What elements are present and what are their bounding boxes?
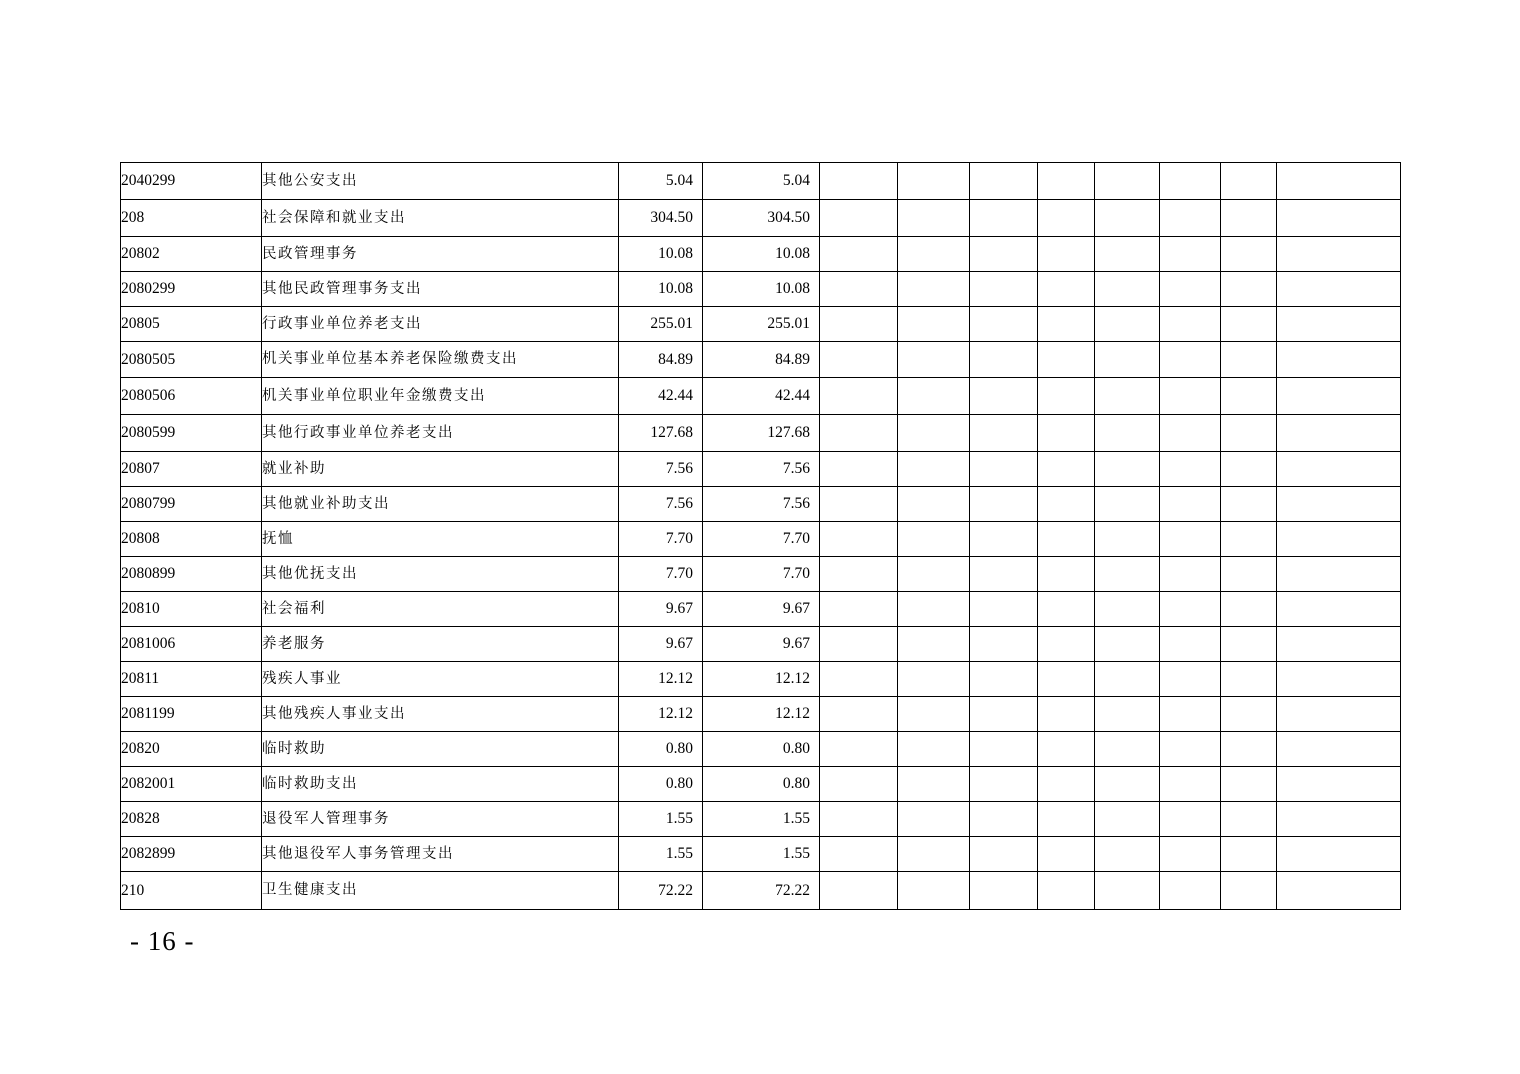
name-cell: 抚恤 [262, 522, 619, 557]
empty-cell [1277, 522, 1401, 557]
table-row [121, 452, 1401, 487]
empty-cell [1038, 557, 1095, 592]
empty-cell [970, 662, 1038, 697]
empty-cell [970, 487, 1038, 522]
empty-cell [970, 342, 1038, 378]
code-cell: 2082001 [121, 767, 262, 802]
table-row [121, 767, 1401, 802]
empty-cell [1221, 627, 1277, 662]
empty-cell [1221, 237, 1277, 272]
empty-cell [820, 837, 898, 872]
empty-cell [1221, 378, 1277, 415]
empty-cell [1277, 837, 1401, 872]
empty-cell [970, 872, 1038, 910]
empty-cell [1160, 378, 1221, 415]
empty-cell [1038, 452, 1095, 487]
amount-basic-cell: 1.55 [703, 837, 820, 872]
code-cell: 2080506 [121, 378, 262, 415]
amount-total-cell: 0.80 [619, 732, 703, 767]
name-cell: 社会保障和就业支出 [262, 200, 619, 237]
empty-cell [1221, 662, 1277, 697]
empty-cell [1038, 200, 1095, 237]
table-row [121, 200, 1401, 237]
amount-total-cell: 7.56 [619, 452, 703, 487]
amount-basic-cell: 7.70 [703, 522, 820, 557]
empty-cell [1160, 872, 1221, 910]
empty-cell [1221, 163, 1277, 200]
empty-cell [1038, 592, 1095, 627]
empty-cell [1038, 487, 1095, 522]
empty-cell [898, 487, 970, 522]
code-cell: 2080299 [121, 272, 262, 307]
name-cell: 其他就业补助支出 [262, 487, 619, 522]
amount-basic-cell: 9.67 [703, 592, 820, 627]
empty-cell [1160, 732, 1221, 767]
empty-cell [820, 522, 898, 557]
amount-total-cell: 12.12 [619, 662, 703, 697]
empty-cell [970, 592, 1038, 627]
empty-cell [1160, 662, 1221, 697]
empty-cell [1221, 592, 1277, 627]
amount-basic-cell: 84.89 [703, 342, 820, 378]
code-cell: 2080899 [121, 557, 262, 592]
empty-cell [898, 272, 970, 307]
empty-cell [1160, 837, 1221, 872]
empty-cell [820, 767, 898, 802]
table-row [121, 415, 1401, 452]
table-row [121, 662, 1401, 697]
empty-cell [1095, 627, 1160, 662]
amount-basic-cell: 5.04 [703, 163, 820, 200]
amount-total-cell: 12.12 [619, 697, 703, 732]
amount-total-cell: 7.70 [619, 557, 703, 592]
empty-cell [1095, 342, 1160, 378]
empty-cell [898, 307, 970, 342]
amount-basic-cell: 12.12 [703, 662, 820, 697]
page-number: - 16 - [130, 926, 195, 956]
empty-cell [1038, 307, 1095, 342]
name-cell: 其他残疾人事业支出 [262, 697, 619, 732]
name-cell: 退役军人管理事务 [262, 802, 619, 837]
empty-cell [898, 627, 970, 662]
name-cell: 残疾人事业 [262, 662, 619, 697]
amount-total-cell: 1.55 [619, 837, 703, 872]
empty-cell [1221, 487, 1277, 522]
table-row [121, 872, 1401, 910]
empty-cell [1160, 342, 1221, 378]
empty-cell [820, 732, 898, 767]
name-cell: 临时救助支出 [262, 767, 619, 802]
amount-basic-cell: 0.80 [703, 732, 820, 767]
empty-cell [1095, 237, 1160, 272]
amount-basic-cell: 10.08 [703, 272, 820, 307]
empty-cell [1095, 487, 1160, 522]
table-row [121, 732, 1401, 767]
empty-cell [1277, 662, 1401, 697]
empty-cell [970, 272, 1038, 307]
empty-cell [970, 307, 1038, 342]
table-row [121, 237, 1401, 272]
empty-cell [1277, 592, 1401, 627]
name-cell: 临时救助 [262, 732, 619, 767]
code-cell: 20805 [121, 307, 262, 342]
empty-cell [820, 697, 898, 732]
table-row [121, 163, 1401, 200]
amount-basic-cell: 72.22 [703, 872, 820, 910]
empty-cell [970, 163, 1038, 200]
empty-cell [1160, 163, 1221, 200]
code-cell: 2080799 [121, 487, 262, 522]
amount-basic-cell: 1.55 [703, 802, 820, 837]
amount-total-cell: 0.80 [619, 767, 703, 802]
empty-cell [970, 237, 1038, 272]
empty-cell [1221, 342, 1277, 378]
empty-cell [820, 237, 898, 272]
empty-cell [1095, 872, 1160, 910]
amount-total-cell: 5.04 [619, 163, 703, 200]
code-cell: 20808 [121, 522, 262, 557]
code-cell: 2080505 [121, 342, 262, 378]
empty-cell [1095, 557, 1160, 592]
empty-cell [1221, 732, 1277, 767]
empty-cell [820, 662, 898, 697]
amount-basic-cell: 304.50 [703, 200, 820, 237]
name-cell: 其他民政管理事务支出 [262, 272, 619, 307]
empty-cell [898, 163, 970, 200]
empty-cell [898, 200, 970, 237]
empty-cell [1277, 237, 1401, 272]
amount-total-cell: 84.89 [619, 342, 703, 378]
empty-cell [1221, 802, 1277, 837]
table-row [121, 307, 1401, 342]
empty-cell [1160, 200, 1221, 237]
empty-cell [1160, 522, 1221, 557]
empty-cell [1277, 487, 1401, 522]
empty-cell [1160, 592, 1221, 627]
amount-total-cell: 7.56 [619, 487, 703, 522]
empty-cell [1160, 237, 1221, 272]
empty-cell [1221, 522, 1277, 557]
empty-cell [898, 872, 970, 910]
empty-cell [1038, 697, 1095, 732]
name-cell: 其他退役军人事务管理支出 [262, 837, 619, 872]
table-row [121, 837, 1401, 872]
amount-total-cell: 127.68 [619, 415, 703, 452]
empty-cell [898, 592, 970, 627]
empty-cell [1038, 342, 1095, 378]
empty-cell [1095, 378, 1160, 415]
empty-cell [1038, 415, 1095, 452]
empty-cell [1221, 557, 1277, 592]
empty-cell [820, 415, 898, 452]
empty-cell [1277, 732, 1401, 767]
empty-cell [1277, 163, 1401, 200]
empty-cell [1221, 767, 1277, 802]
amount-basic-cell: 7.56 [703, 487, 820, 522]
empty-cell [820, 163, 898, 200]
empty-cell [1095, 767, 1160, 802]
empty-cell [820, 802, 898, 837]
empty-cell [1095, 697, 1160, 732]
amount-total-cell: 7.70 [619, 522, 703, 557]
empty-cell [1095, 307, 1160, 342]
empty-cell [970, 522, 1038, 557]
empty-cell [1277, 200, 1401, 237]
empty-cell [1038, 272, 1095, 307]
empty-cell [1038, 872, 1095, 910]
empty-cell [898, 697, 970, 732]
amount-basic-cell: 7.56 [703, 452, 820, 487]
amount-total-cell: 42.44 [619, 378, 703, 415]
empty-cell [898, 237, 970, 272]
name-cell: 就业补助 [262, 452, 619, 487]
amount-total-cell: 9.67 [619, 592, 703, 627]
empty-cell [1095, 802, 1160, 837]
empty-cell [820, 592, 898, 627]
code-cell: 20828 [121, 802, 262, 837]
empty-cell [1160, 415, 1221, 452]
table-row [121, 697, 1401, 732]
empty-cell [970, 378, 1038, 415]
table-row [121, 522, 1401, 557]
code-cell: 20802 [121, 237, 262, 272]
empty-cell [1038, 237, 1095, 272]
amount-basic-cell: 9.67 [703, 627, 820, 662]
empty-cell [898, 415, 970, 452]
name-cell: 行政事业单位养老支出 [262, 307, 619, 342]
code-cell: 2080599 [121, 415, 262, 452]
empty-cell [820, 627, 898, 662]
empty-cell [1277, 342, 1401, 378]
empty-cell [1277, 767, 1401, 802]
code-cell: 2081199 [121, 697, 262, 732]
empty-cell [898, 662, 970, 697]
empty-cell [970, 200, 1038, 237]
table-row [121, 592, 1401, 627]
name-cell: 民政管理事务 [262, 237, 619, 272]
empty-cell [1095, 662, 1160, 697]
empty-cell [820, 200, 898, 237]
empty-cell [1221, 837, 1277, 872]
amount-basic-cell: 12.12 [703, 697, 820, 732]
empty-cell [898, 452, 970, 487]
empty-cell [1277, 452, 1401, 487]
empty-cell [1221, 415, 1277, 452]
empty-cell [1221, 872, 1277, 910]
amount-total-cell: 9.67 [619, 627, 703, 662]
table-row [121, 557, 1401, 592]
name-cell: 其他行政事业单位养老支出 [262, 415, 619, 452]
code-cell: 20820 [121, 732, 262, 767]
amount-basic-cell: 7.70 [703, 557, 820, 592]
empty-cell [1277, 872, 1401, 910]
empty-cell [1095, 272, 1160, 307]
empty-cell [970, 697, 1038, 732]
name-cell: 社会福利 [262, 592, 619, 627]
empty-cell [820, 872, 898, 910]
name-cell: 机关事业单位基本养老保险缴费支出 [262, 342, 619, 378]
empty-cell [1277, 627, 1401, 662]
amount-total-cell: 1.55 [619, 802, 703, 837]
empty-cell [820, 272, 898, 307]
empty-cell [820, 342, 898, 378]
empty-cell [1038, 837, 1095, 872]
empty-cell [898, 557, 970, 592]
code-cell: 2040299 [121, 163, 262, 200]
empty-cell [970, 557, 1038, 592]
empty-cell [1095, 522, 1160, 557]
empty-cell [898, 767, 970, 802]
empty-cell [1277, 557, 1401, 592]
empty-cell [898, 522, 970, 557]
code-cell: 2082899 [121, 837, 262, 872]
empty-cell [1160, 627, 1221, 662]
amount-basic-cell: 0.80 [703, 767, 820, 802]
table-row [121, 802, 1401, 837]
empty-cell [820, 557, 898, 592]
empty-cell [1277, 415, 1401, 452]
empty-cell [1038, 662, 1095, 697]
table-row [121, 627, 1401, 662]
empty-cell [1095, 415, 1160, 452]
amount-total-cell: 72.22 [619, 872, 703, 910]
empty-cell [1038, 627, 1095, 662]
empty-cell [1095, 163, 1160, 200]
empty-cell [1095, 452, 1160, 487]
code-cell: 208 [121, 200, 262, 237]
amount-total-cell: 10.08 [619, 237, 703, 272]
empty-cell [1160, 697, 1221, 732]
empty-cell [820, 378, 898, 415]
amount-total-cell: 255.01 [619, 307, 703, 342]
empty-cell [1038, 522, 1095, 557]
empty-cell [1038, 163, 1095, 200]
empty-cell [820, 487, 898, 522]
amount-basic-cell: 10.08 [703, 237, 820, 272]
budget-table [120, 162, 1401, 910]
empty-cell [1095, 837, 1160, 872]
table-row [121, 342, 1401, 378]
name-cell: 机关事业单位职业年金缴费支出 [262, 378, 619, 415]
empty-cell [1095, 732, 1160, 767]
name-cell: 其他公安支出 [262, 163, 619, 200]
empty-cell [1038, 767, 1095, 802]
amount-basic-cell: 255.01 [703, 307, 820, 342]
empty-cell [970, 452, 1038, 487]
empty-cell [1277, 697, 1401, 732]
empty-cell [1160, 802, 1221, 837]
table-row [121, 487, 1401, 522]
code-cell: 20810 [121, 592, 262, 627]
empty-cell [1160, 557, 1221, 592]
amount-total-cell: 10.08 [619, 272, 703, 307]
empty-cell [1277, 272, 1401, 307]
empty-cell [820, 307, 898, 342]
empty-cell [1038, 802, 1095, 837]
empty-cell [1160, 452, 1221, 487]
empty-cell [1221, 697, 1277, 732]
empty-cell [1160, 272, 1221, 307]
empty-cell [970, 732, 1038, 767]
empty-cell [898, 837, 970, 872]
code-cell: 210 [121, 872, 262, 910]
empty-cell [1160, 767, 1221, 802]
table-row [121, 272, 1401, 307]
empty-cell [1038, 378, 1095, 415]
empty-cell [970, 837, 1038, 872]
empty-cell [1221, 200, 1277, 237]
empty-cell [970, 415, 1038, 452]
code-cell: 2081006 [121, 627, 262, 662]
empty-cell [1277, 378, 1401, 415]
empty-cell [898, 802, 970, 837]
empty-cell [1221, 272, 1277, 307]
name-cell: 其他优抚支出 [262, 557, 619, 592]
empty-cell [1160, 487, 1221, 522]
name-cell: 卫生健康支出 [262, 872, 619, 910]
empty-cell [970, 627, 1038, 662]
empty-cell [970, 802, 1038, 837]
empty-cell [970, 767, 1038, 802]
amount-total-cell: 304.50 [619, 200, 703, 237]
empty-cell [1221, 307, 1277, 342]
name-cell: 养老服务 [262, 627, 619, 662]
empty-cell [898, 732, 970, 767]
code-cell: 20811 [121, 662, 262, 697]
amount-basic-cell: 42.44 [703, 378, 820, 415]
empty-cell [898, 342, 970, 378]
empty-cell [1221, 452, 1277, 487]
empty-cell [1038, 732, 1095, 767]
empty-cell [1277, 307, 1401, 342]
empty-cell [1095, 200, 1160, 237]
amount-basic-cell: 127.68 [703, 415, 820, 452]
empty-cell [1277, 802, 1401, 837]
empty-cell [1160, 307, 1221, 342]
empty-cell [898, 378, 970, 415]
empty-cell [1095, 592, 1160, 627]
table-row [121, 378, 1401, 415]
code-cell: 20807 [121, 452, 262, 487]
empty-cell [820, 452, 898, 487]
